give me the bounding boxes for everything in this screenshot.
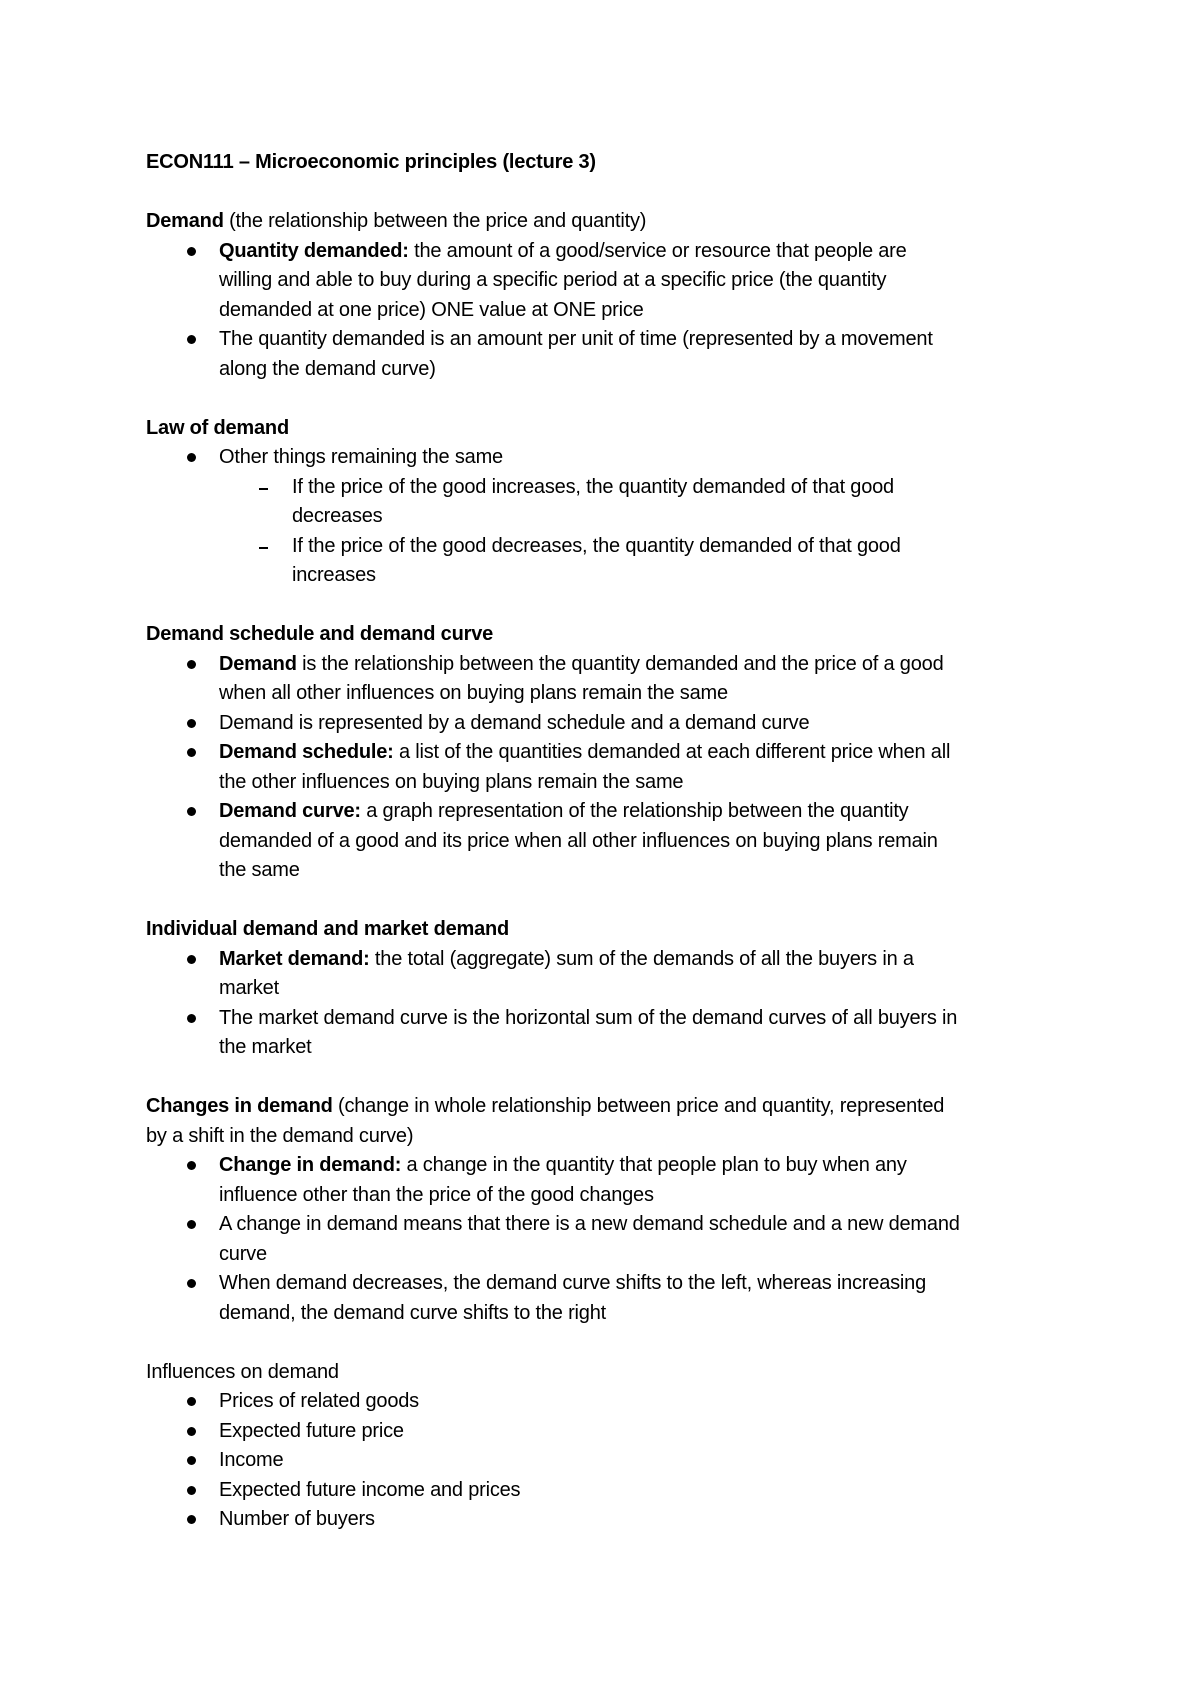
- bullet-icon: [187, 1456, 196, 1465]
- list-item: Other things remaining the same: [146, 443, 1076, 473]
- sub-list-item: If the price of the good increases, the quantity demanded of that good decreases: [146, 473, 1076, 532]
- bullet-icon: [187, 1397, 196, 1406]
- list-item: Demand curve: a graph representation of the relationship between the quantity demanded of a good and its price when all other influences on buying plans remain the same: [146, 797, 1076, 886]
- bullet-icon: [187, 1427, 196, 1436]
- bullet-icon: [187, 1014, 196, 1023]
- section-law-of-demand: [146, 414, 1076, 591]
- list-item: Prices of related goods: [146, 1387, 1076, 1417]
- list-item: The quantity demanded is an amount per unit of time (represented by a movement along the demand curve): [146, 325, 1076, 384]
- bullet-icon: [187, 807, 196, 816]
- document-body: [146, 148, 1076, 1535]
- bullet-icon: [187, 1515, 196, 1524]
- list-item: A change in demand means that there is a new demand schedule and a new demand curve: [146, 1210, 1076, 1269]
- dash-icon: [259, 488, 268, 490]
- section-heading: Changes in demand (change in whole relationship between price and quantity, represented: [146, 1095, 945, 1117]
- list-item: Quantity demanded: the amount of a good/service or resource that people are willing and able to buy during a specific period at a specific price (the quantity demanded at one price) ONE value at ONE price: [146, 237, 1076, 326]
- list-item: Demand is the relationship between the quantity demanded and the price of a good when all other influences on buying plans remain the same: [146, 650, 1076, 709]
- list-item: The market demand curve is the horizontal sum of the demand curves of all buyers in the market: [146, 1004, 1076, 1063]
- bullet-icon: [187, 660, 196, 669]
- section-demand: [146, 207, 1076, 384]
- bullet-icon: [187, 453, 196, 462]
- list-item: Expected future price: [146, 1417, 1076, 1447]
- section-heading-continued: by a shift in the demand curve): [146, 1124, 414, 1147]
- list-item: Market demand: the total (aggregate) sum of the demands of all the buyers in a market: [146, 945, 1076, 1004]
- list-item: Income: [146, 1446, 1076, 1476]
- list-item: Demand schedule: a list of the quantities demanded at each different price when all the other influences on buying plans remain the same: [146, 738, 1076, 797]
- section-heading: Demand schedule and demand curve: [146, 623, 494, 645]
- list-item: Change in demand: a change in the quantity that people plan to buy when any influence other than the price of the good changes: [146, 1151, 1076, 1210]
- bullet-icon: [187, 1161, 196, 1170]
- section-market-demand: [146, 915, 1076, 1063]
- list-item: When demand decreases, the demand curve shifts to the left, whereas increasing demand, the demand curve shifts to the right: [146, 1269, 1076, 1328]
- bullet-icon: [187, 1220, 196, 1229]
- section-heading: Law of demand: [146, 416, 289, 439]
- section-demand-schedule: [146, 620, 1076, 886]
- list-item: Number of buyers: [146, 1505, 1076, 1535]
- section-influences: [146, 1358, 1076, 1535]
- section-heading: Demand (the relationship between the price and quantity): [146, 210, 647, 232]
- bullet-icon: [187, 335, 196, 344]
- section-heading: Influences on demand: [146, 1360, 339, 1383]
- bullet-icon: [187, 247, 196, 256]
- dash-icon: [259, 547, 268, 549]
- bullet-icon: [187, 719, 196, 728]
- section-changes-in-demand: [146, 1092, 1076, 1328]
- page-title: ECON111 – Microeconomic principles (lecture 3): [146, 151, 596, 173]
- bullet-icon: [187, 955, 196, 964]
- list-item: Demand is represented by a demand schedule and a demand curve: [146, 709, 1076, 739]
- list-item: Expected future income and prices: [146, 1476, 1076, 1506]
- section-heading: Individual demand and market demand: [146, 918, 510, 940]
- bullet-icon: [187, 1279, 196, 1288]
- bullet-icon: [187, 1486, 196, 1495]
- sub-list-item: If the price of the good decreases, the quantity demanded of that good increases: [146, 532, 1076, 591]
- bullet-icon: [187, 748, 196, 757]
